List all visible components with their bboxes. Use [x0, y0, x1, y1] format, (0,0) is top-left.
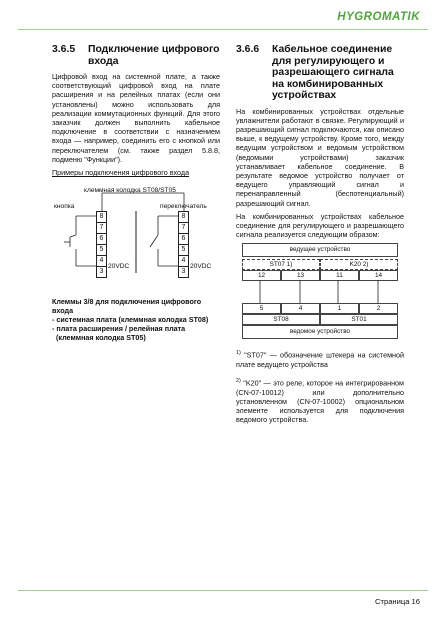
pin-box: 5	[242, 303, 281, 314]
pin: 6	[97, 234, 106, 245]
master-device: ведущее устройство	[242, 243, 398, 257]
terminals-note-line: - системная плата (клеммная колодка ST08)	[52, 315, 209, 325]
footnote-2	[236, 377, 404, 424]
pin: 7	[179, 223, 188, 234]
pin: 6	[179, 234, 188, 245]
pin: 4	[97, 256, 106, 267]
pin-box: 14	[359, 270, 398, 281]
terminals-note-line: - плата расширения / релейная плата	[52, 324, 186, 334]
pin: 8	[97, 212, 106, 223]
examples-caption: Примеры подключения цифрового входа	[52, 168, 190, 178]
pin: 3	[181, 268, 186, 276]
st01-connector: ST01	[320, 314, 398, 325]
brand-part-1: HYGRO	[337, 11, 382, 23]
vdc-label-right: 20VDC	[190, 263, 212, 271]
section-digital-input	[52, 44, 220, 342]
pin-box: 1	[320, 303, 359, 314]
brand-part-2: MATIK	[381, 11, 420, 23]
section-title: Кабельное соединение для регулирующего и разрешающего сигнала на комбинированных устройствах	[272, 44, 394, 101]
wiring-diagram	[52, 181, 220, 291]
paragraph: Цифровой вход на системной плате, а также соответствующий цифровой вход на плате расширения и на релейных платах (если они установлены) можно использовать для реализации коммутационных функций. Для этого заказчик должен выполнить кабельное подключение в соответствии с назначением входа — например, соединить его с кнопкой или переключателем (см. также раздел 5.8.8, подменю "Функции").	[52, 72, 220, 164]
pin: 5	[97, 245, 106, 256]
footer-rule	[18, 590, 428, 591]
section-heading-right	[236, 44, 404, 102]
wiring-lines	[52, 181, 220, 291]
footnote-text: "K20" — это реле, которое на интегрированном (CN-07-10012) или дополнительно установленном (CN-07-10002) опциональном элементе используется для подключения ведомого устройства.	[236, 378, 404, 425]
pin: 7	[97, 223, 106, 234]
section-number: 3.6.5	[52, 44, 76, 55]
footnote-mark: 1)	[236, 350, 241, 357]
pin: 3	[99, 268, 104, 276]
connection-diagram	[236, 243, 404, 341]
button-label: кнопка	[54, 203, 75, 211]
section-number: 3.6.6	[236, 44, 260, 55]
pin-box: 4	[281, 303, 320, 314]
pin: 5	[179, 245, 188, 256]
paragraph: На комбинированных устройствах кабельное соединение для регулирующего и разрешающего сигнала реализуется следующим образом:	[236, 211, 404, 240]
st08-connector: ST08	[242, 314, 320, 325]
pin-box: 11	[320, 270, 359, 281]
section-cable-connection	[236, 44, 404, 425]
st07-connector: ST07 1)	[242, 259, 320, 270]
terminal-label: клеммная колодка ST08/ST05	[84, 187, 176, 195]
section-title: Подключение цифрового входа	[88, 44, 220, 67]
pin-box: 2	[359, 303, 398, 314]
vdc-label-left: 20VDC	[108, 263, 130, 271]
terminals-note-line: (клеммная колодка ST05)	[52, 333, 146, 343]
paragraph: На комбинированных устройствах отдельные увлажнители работают в связке. Регулирующий и разрешающий сигнал подключаются, как описано выше, к ведущему устройству. Кроме того, между ведущим устройством и ведомым устройством (ведомыми устройствами) заказчик устанавливает кабельное соединение. В результате ведомое устройство получает от ведущего управляющий сигнал и перенаправленный (беспотенциальный) разрешающий сигнал.	[236, 106, 404, 208]
terminals-note-title: Клеммы 3/8 для подключения цифрового входа	[52, 297, 202, 316]
header-rule	[18, 29, 428, 30]
pin-box: 13	[281, 270, 320, 281]
brand-logo	[337, 11, 420, 23]
pin: 4	[179, 256, 188, 267]
pin: 8	[179, 212, 188, 223]
section-heading-left	[52, 44, 220, 67]
footnote-text: "ST07" — обозначение штекера на системной плате ведущего устройства	[236, 350, 404, 369]
page-number: Страница 16	[375, 597, 420, 606]
k20-relay: K20 2)	[320, 259, 398, 270]
footnote-mark: 2)	[236, 378, 241, 385]
slave-device: ведомое устройство	[242, 325, 398, 339]
pin-box: 12	[242, 270, 281, 281]
footnote-1	[236, 349, 404, 369]
switch-label: переключатель	[160, 203, 207, 211]
